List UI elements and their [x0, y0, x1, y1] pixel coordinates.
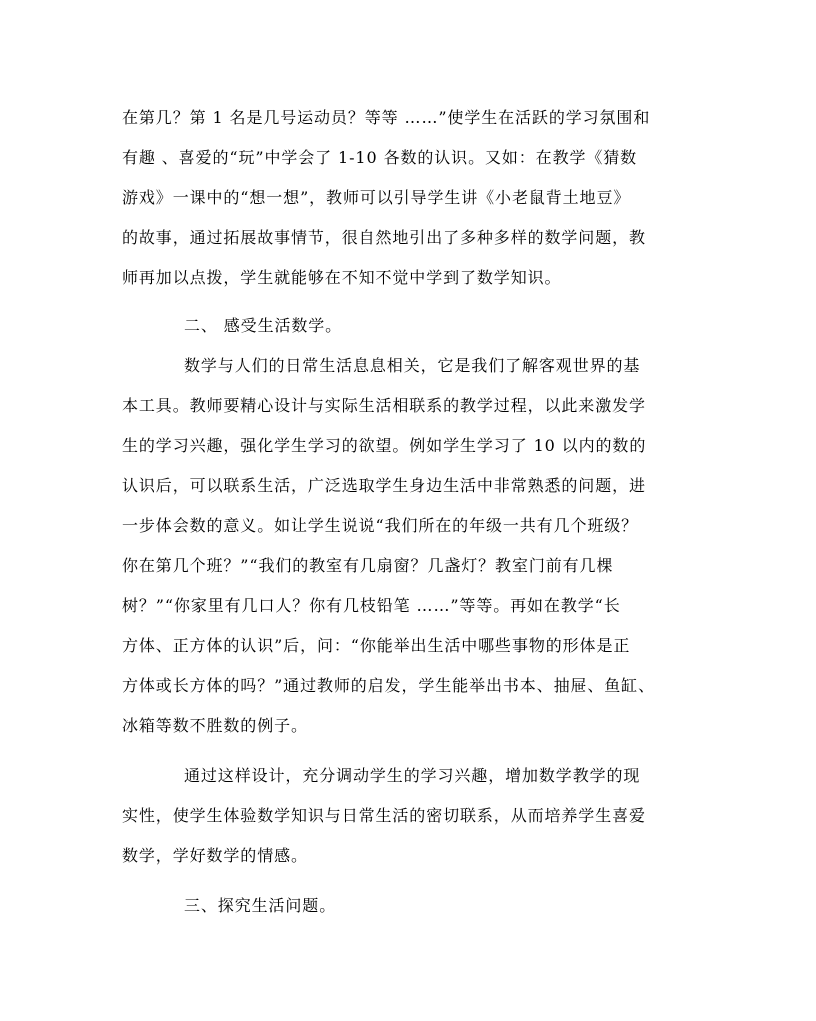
paragraph-line: 方体、正方体的认识”后，问：“你能举出生活中哪些事物的形体是正: [122, 636, 631, 655]
paragraph-line: 方体或长方体的吗？”通过教师的启发，学生能举出书本、抽屉、鱼缸、: [122, 676, 655, 695]
paragraph-line: 本工具。教师要精心设计与实际生活相联系的教学过程，以此来激发学: [122, 396, 646, 415]
paragraph-line: 一步体会数的意义。如让学生说说“我们所在的年级一共有几个班级？: [122, 516, 639, 535]
paragraph-line: 有趣 、喜爱的“玩”中学会了 1-10 各数的认识。又如：在教学《猜数: [122, 148, 638, 167]
paragraph-line: 认识后，可以联系生活，广泛选取学生身边生活中非常熟悉的问题，进: [122, 476, 646, 495]
paragraph-line: 生的学习兴趣，强化学生学习的欲望。例如学生学习了 10 以内的数的: [122, 436, 647, 455]
paragraph-line: 通过这样设计，充分调动学生的学习兴趣，增加数学教学的现: [184, 766, 641, 785]
paragraph-line: 数学，学好数学的情感。: [122, 846, 308, 865]
paragraph-line: 师再加以点拨，学生就能够在不知不觉中学到了数学知识。: [122, 268, 562, 287]
paragraph-line: 树？”“你家里有几口人？你有几枝铅笔 ……”等等。再如在教学“长: [122, 596, 621, 615]
paragraph-line: 冰箱等数不胜数的例子。: [122, 716, 308, 735]
paragraph-line: 的故事，通过拓展故事情节，很自然地引出了多种多样的数学问题，教: [122, 228, 646, 247]
paragraph-line: 游戏》一课中的“想一想”，教师可以引导学生讲《小老鼠背土地豆》: [122, 188, 631, 207]
paragraph-line: 在第几？第 1 名是几号运动员？等等 ……”使学生在活跃的学习氛围和: [122, 108, 651, 127]
section-heading: 三、探究生活问题。: [184, 896, 337, 915]
paragraph-line: 数学与人们的日常生活息息相关，它是我们了解客观世界的基: [184, 356, 641, 375]
paragraph-line: 你在第几个班？”“我们的教室有几扇窗？几盏灯？教室门前有几棵: [122, 556, 614, 575]
paragraph-line: 实性，使学生体验数学知识与日常生活的密切联系，从而培养学生喜爱: [122, 806, 646, 825]
section-heading: 二、 感受生活数学。: [184, 316, 343, 335]
